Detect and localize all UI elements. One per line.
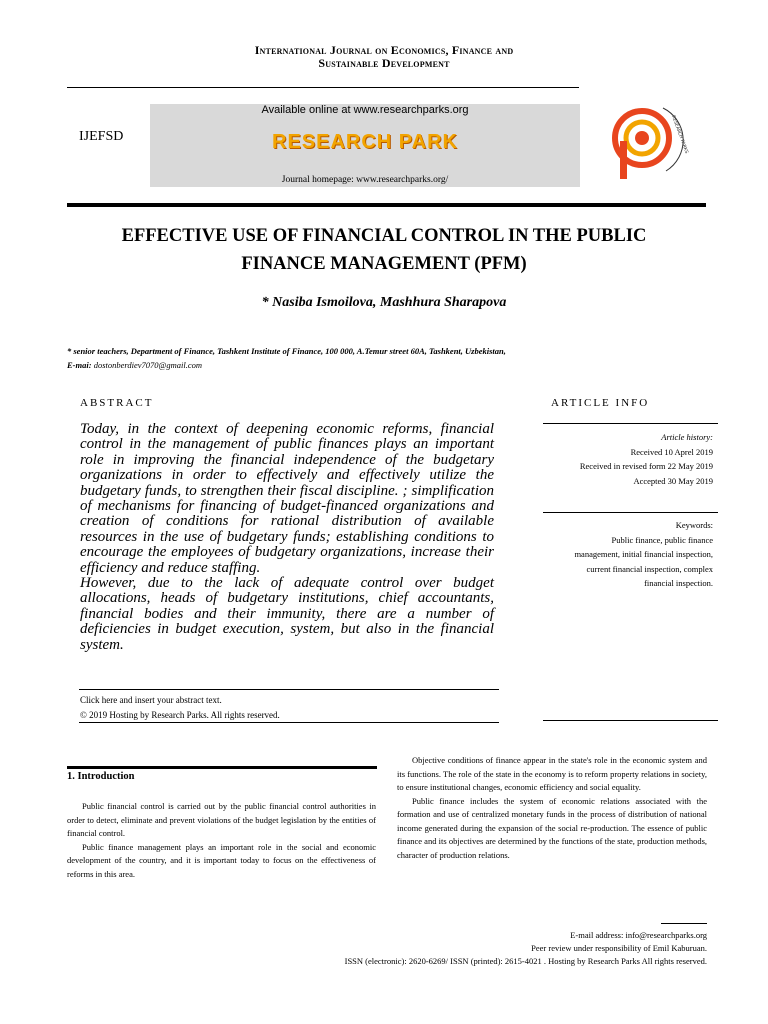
research-park-logo <box>608 96 708 186</box>
email-value[interactable]: dostonberdiev7070@gmail.com <box>93 360 202 370</box>
email-line <box>67 358 707 372</box>
journal-abbrev: IJEFSD <box>79 129 124 144</box>
keywords-label: Keywords: <box>675 520 713 530</box>
keywords-line: financial inspection. <box>644 578 713 588</box>
body-paragraph: Public finance includes the system of economic relations associated with the formation and use of centralized monetary funds in the process of distribution of national income generated during the expansion of the social re-production. The essence of public finance and its objectives are determined by the functions of the state, production methods, character of production relations. <box>397 795 707 860</box>
history-label: Article history: <box>661 432 713 442</box>
journal-title-line1: International Journal on Economics, Finance and <box>254 43 514 57</box>
footer-email[interactable]: E-mail address: info@researchparks.org <box>570 930 707 940</box>
footer-peer-review: Peer review under responsibility of Emil Kaburuan. <box>531 943 707 953</box>
paper-title-line1: EFFECTIVE USE OF FINANCIAL CONTROL IN THE PUBLIC <box>121 226 647 246</box>
journal-title-line2: Sustainable Development <box>318 56 450 70</box>
keywords-rule <box>543 512 718 513</box>
revised-date: Received in revised form 22 May 2019 <box>579 461 713 471</box>
copyright-notice: © 2019 Hosting by Research Parks. All rights reserved. <box>80 710 280 720</box>
affiliation-text: * senior teachers, Department of Finance, Tashkent Institute of Finance, 100 000, A.Temur street 60A, Tashkent, Uzbekistan, <box>67 346 506 356</box>
abstract-rule <box>79 689 499 690</box>
available-online-text[interactable]: Available online at www.researchparks.org <box>261 104 469 116</box>
abstract-placeholder[interactable]: Click here and insert your abstract text. <box>80 695 222 705</box>
journal-homepage[interactable]: Journal homepage: www.researchparks.org/ <box>281 175 449 185</box>
received-date: Received 10 Aprel 2019 <box>630 446 713 457</box>
body-paragraph: Public finance management plays an important role in the social and economic development of the country, and it is important today to focus on the effectiveness of reforms in this area. <box>67 841 376 879</box>
authors: * Nasiba Ismoilova, Mashhura Sharapova <box>261 295 507 310</box>
email-label: E-mai: <box>67 360 92 370</box>
footnote-rule <box>661 923 707 924</box>
affiliation <box>67 344 707 372</box>
brand-wordmark: RESEARCH PARK <box>272 131 458 153</box>
left-column <box>67 800 376 881</box>
footer <box>200 929 707 968</box>
right-column <box>397 754 707 862</box>
logo-icon <box>608 96 708 186</box>
abstract-body <box>80 422 494 653</box>
paper-title <box>60 222 708 278</box>
article-info-rule <box>543 423 718 424</box>
article-history <box>543 430 713 488</box>
header-thick-rule <box>67 203 706 207</box>
body-paragraph: Public financial control is carried out by the public financial control authorities in order to detect, eliminate and prevent violations of the budget legislation by the entities of financial control. <box>67 801 376 838</box>
abstract-paragraph: However, due to the lack of adequate control over budget allocations, heads of budgetary institutions, chief accountants, financial bodies and their immunity, there are a number of deficiencies in budget execution, system, but also in the financial system. <box>80 575 494 653</box>
section-rule <box>67 766 377 769</box>
abstract-paragraph: Today, in the context of deepening economic reforms, financial control in the management of public finances plays an important role in improving the financial independence of the budgetary organizations in order to effectively and effectively utilize the budgetary funds, to strengthen their fiscal discipline. ; simplification of mechanisms for financing of budget-financed organizations and creation of conditions for rational distribution of available resources in the use of budgetary funds; establishing conditions to encourage the employees of budgetary organizations, increase their efficiency and reduce staffing. <box>80 421 494 576</box>
abstract-rule-bottom <box>79 722 499 723</box>
keywords-line: current financial inspection, complex <box>586 563 713 574</box>
keywords <box>543 518 713 591</box>
body-paragraph: Objective conditions of finance appear in the state's role in the economic system and its functions. The role of the state in the economy is to reform property relations in society, to ensure institutional changes, economic efficiency and social equality. <box>397 755 707 792</box>
footer-issn: ISSN (electronic): 2620-6269/ ISSN (printed): 2615-4021 . Hosting by Research Parks All rights reserved. <box>344 956 707 966</box>
journal-title <box>0 44 768 70</box>
article-info-rule-bottom <box>543 720 718 721</box>
paper-title-line2: FINANCE MANAGEMENT (PFM) <box>241 254 527 274</box>
publisher-banner <box>150 104 580 187</box>
keywords-line: management, initial financial inspection, <box>574 549 713 559</box>
section-heading: 1. Introduction <box>67 771 135 782</box>
accepted-date: Accepted 30 May 2019 <box>633 475 713 486</box>
abstract-heading: ABSTRACT <box>80 397 154 409</box>
svg-text:RESEARCH PARKS: RESEARCH PARKS <box>670 114 689 155</box>
keywords-line: Public finance, public finance <box>611 534 713 545</box>
header-rule <box>67 87 579 88</box>
article-info-heading: ARTICLE INFO <box>551 397 650 409</box>
